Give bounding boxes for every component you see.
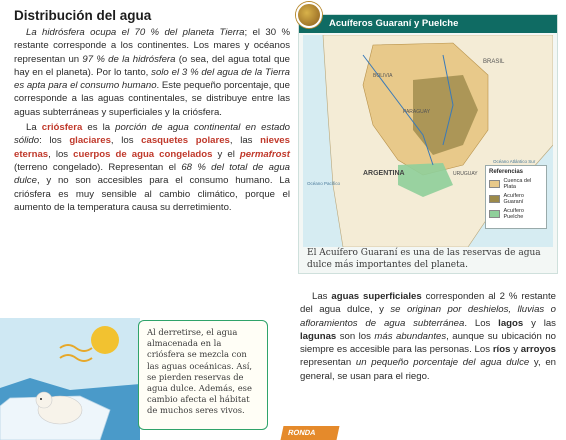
legend-label: Cuenca del Plata bbox=[503, 178, 532, 190]
callout-note: Al derretirse, el agua almacenada en la criósfera se mezcla con las aguas oceánicas. Así, se pierden reservas de agua dulce. Además, ese cambio afecta el hábitat de muchos seres vivos. bbox=[138, 320, 268, 430]
left-column bbox=[14, 8, 290, 214]
text-strong: lagunas bbox=[300, 330, 337, 342]
text-em: 68 % del total de agua dulce bbox=[14, 161, 290, 187]
map-label-uruguay: URUGUAY bbox=[453, 171, 478, 177]
text: , los bbox=[110, 135, 142, 147]
text: son los bbox=[336, 330, 375, 342]
paragraph-hydrosphere bbox=[14, 26, 290, 119]
text-em: un pequeño porcentaje del agua dulce bbox=[355, 357, 530, 369]
ronda-ribbon: RONDA bbox=[281, 426, 340, 440]
text-em: se originan por deshielos, lluvias o afloramientos de agua subterránea bbox=[300, 304, 556, 329]
map-label-brasil: BRASIL bbox=[483, 59, 505, 65]
text-strong: arroyos bbox=[520, 344, 556, 356]
map-label-argentina: ARGENTINA bbox=[363, 170, 405, 177]
legend-item bbox=[489, 193, 543, 205]
text: , los bbox=[48, 148, 74, 160]
text-strong: aguas superficiales bbox=[331, 291, 422, 302]
paragraph-surface-water bbox=[300, 290, 556, 383]
legend-item bbox=[489, 208, 543, 220]
text-strong: cuerpos de agua congelados bbox=[73, 148, 213, 160]
map-label-bolivia: BOLIVIA bbox=[373, 73, 393, 79]
text: , las bbox=[229, 135, 261, 147]
right-column bbox=[300, 290, 556, 383]
text: , y no son accesibles para el consumo humano. La criósfera es muy sensible al cambio climático, porque el aumento de la temperatura causa su derretimiento. bbox=[14, 175, 290, 213]
text-em: La hidrósfera ocupa el 70 % del planeta Tierra bbox=[26, 27, 245, 38]
text-em: solo el 3 % del agua de la Tierra es apta para el consumo humano bbox=[14, 66, 291, 92]
map-figure bbox=[298, 14, 558, 274]
text-strong: glaciares bbox=[69, 135, 111, 147]
polar-bear-head bbox=[36, 392, 52, 408]
text: . Este pequeño porcentaje, que corresponde a las aguas continentales, se distribuye entre las aguas subterráneas y superficiales y la criósfera. bbox=[14, 80, 290, 118]
text: . Los bbox=[464, 317, 499, 329]
sun-icon bbox=[91, 326, 119, 354]
text: es la bbox=[82, 122, 116, 134]
text: y las bbox=[523, 317, 556, 329]
text: (o sea, del agua total que hay en el planeta). Por lo tanto, bbox=[14, 53, 290, 78]
legend-swatch bbox=[489, 210, 500, 218]
text-strong: casquetes polares bbox=[141, 135, 230, 147]
map-caption: El Acuífero Guaraní es una de las reservas de agua dulce más importantes del planeta. bbox=[307, 248, 541, 270]
text-strong: criósfera bbox=[41, 122, 83, 134]
text-em: porción de agua continental en estado sólido bbox=[14, 122, 290, 147]
section-heading: Distribución del agua bbox=[14, 8, 152, 23]
text: y el bbox=[212, 148, 240, 160]
text-strong: lagos bbox=[498, 317, 524, 329]
map-legend bbox=[485, 165, 547, 229]
text: Las bbox=[312, 291, 332, 302]
polar-bear-illustration bbox=[0, 318, 140, 440]
text: , aunque su ubicación no siempre es accesible para las personas. Los bbox=[300, 330, 556, 356]
text: : los bbox=[39, 135, 70, 147]
text-strong: ríos bbox=[492, 344, 511, 356]
text-em: 97 % de la hidrósfera bbox=[82, 53, 176, 65]
text-strong: nieves eternas bbox=[14, 135, 290, 160]
globe-icon bbox=[296, 2, 322, 28]
text: representan bbox=[300, 357, 356, 369]
text: y bbox=[510, 344, 521, 356]
text: (terreno congelado). Representan el bbox=[14, 161, 182, 173]
legend-item bbox=[489, 178, 543, 190]
legend-label: Acuífero Puelche bbox=[503, 208, 524, 220]
legend-swatch bbox=[489, 195, 500, 203]
text: corresponden al 2 % restante del agua dulce, y bbox=[300, 291, 556, 316]
map-label-paraguay: PARAGUAY bbox=[403, 109, 431, 115]
legend-swatch bbox=[489, 180, 500, 188]
polar-bear-eye bbox=[40, 398, 42, 400]
text: y, en general, se usan para el riego. bbox=[300, 357, 556, 382]
text-strong: permafrost bbox=[239, 148, 291, 160]
map-title: Acuíferos Guaraní y Puelche bbox=[299, 15, 557, 33]
map-label-pacific: Océano Pacífico bbox=[307, 181, 341, 186]
text-em: más abundantes bbox=[374, 330, 447, 342]
legend-label: Acuífero Guaraní bbox=[503, 193, 524, 205]
map-label-atlantic: Océano Atlántico Sur bbox=[493, 159, 536, 164]
paragraph-cryosphere bbox=[14, 121, 290, 214]
text: La bbox=[26, 122, 42, 134]
legend-title: Referencias bbox=[489, 169, 524, 175]
text: ; el 30 % restante corresponde a los continentes. Los mares y océanos representan un bbox=[14, 27, 290, 65]
